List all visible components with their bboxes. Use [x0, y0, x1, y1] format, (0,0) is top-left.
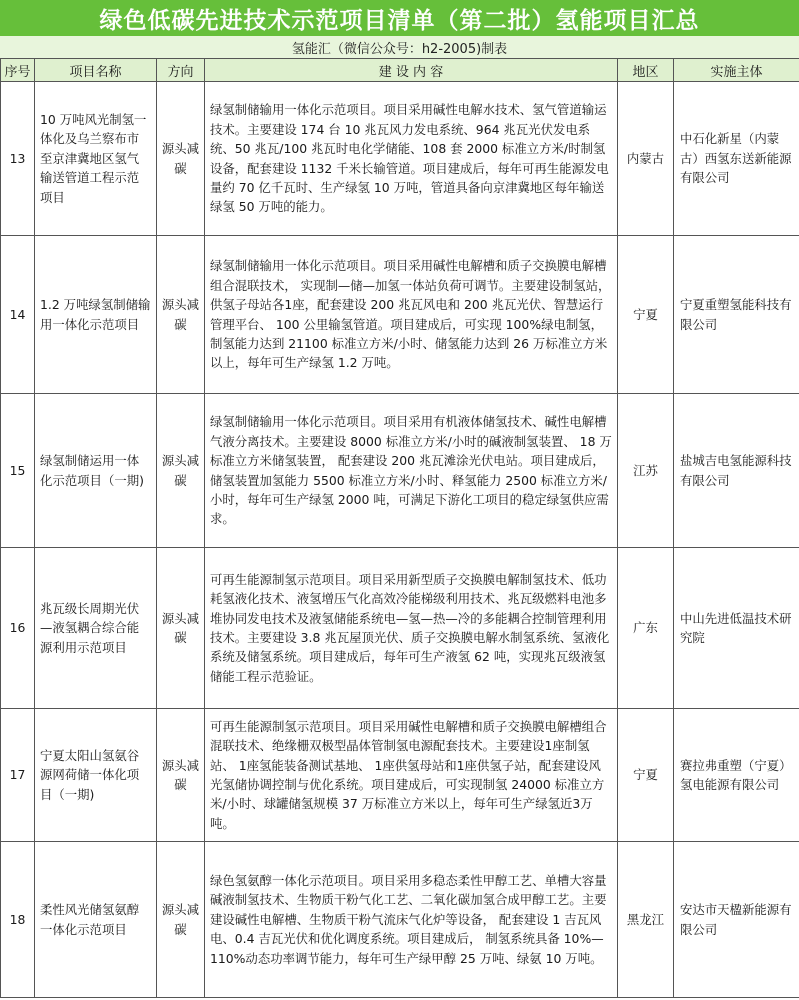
project-region: 内蒙古	[618, 82, 674, 236]
page-title: 绿色低碳先进技术示范项目清单（第二批）氢能项目汇总	[0, 0, 799, 36]
project-organization: 安达市天楹新能源有限公司	[674, 842, 799, 998]
project-region: 江苏	[618, 394, 674, 548]
project-name: 兆瓦级长周期光伏—液氢耦合综合能源利用示范项目	[35, 548, 157, 709]
project-direction: 源头减碳	[157, 236, 205, 394]
table-row	[1, 236, 799, 394]
row-index: 13	[1, 82, 35, 236]
table-row	[1, 394, 799, 548]
header-project-name: 项目名称	[35, 59, 157, 82]
project-content: 可再生能源制氢示范项目。项目采用新型质子交换膜电解制氢技术、低功耗氢液化技术、液氢增压气化高效冷能梯级利用技术、兆瓦级燃料电池多堆协同发电技术及液氢储能系统电—氢—热—冷的多能耦合控制管理利用技术。主要建设 3.8 兆瓦屋顶光伏、质子交换膜电解水制氢系统、氢液化系统及储氢系统。项目建成后，每年可生产液氢 62 吨，实现兆瓦级液氢储能工程示范验证。	[205, 548, 618, 709]
table-row	[1, 709, 799, 842]
project-direction: 源头减碳	[157, 548, 205, 709]
row-index: 15	[1, 394, 35, 548]
project-content: 绿氢制储输用一体化示范项目。项目采用碱性电解水技术、氢气管道输运技术。主要建设 174 台 10 兆瓦风力发电系统、964 兆瓦光伏发电系统、50 兆瓦/100 兆瓦时电化学储能、108 套 2000 标准立方米/时制氢设备，配套建设 1132 千米长输管道。项目建成后，每年可再生能源发电量约 70 亿千瓦时、生产绿氢 10 万吨，管道具备向京津冀地区每年输送绿氢 50 万吨的能力。	[205, 82, 618, 236]
table-row	[1, 548, 799, 709]
project-organization: 中石化新星（内蒙古）西氢东送新能源有限公司	[674, 82, 799, 236]
table-header-row	[1, 59, 799, 82]
header-content: 建 设 内 容	[205, 59, 618, 82]
project-direction: 源头减碳	[157, 842, 205, 998]
header-organization: 实施主体	[674, 59, 799, 82]
project-content: 绿氢制储输用一体化示范项目。项目采用碱性电解槽和质子交换膜电解槽组合混联技术， 实现制—储—加氢一体站负荷可调节。主要建设制氢站，供氢子母站各1座，配套建设 200 兆瓦风电和 200 兆瓦光伏、智慧运行管理平台、 100 公里输氢管道。项目建成后，可实现 100%绿电制氢，制氢能力达到 21100 标准立方米/小时、储氢能力达到 26 万标准立方米以上，每年可生产绿氢 1.2 万吨。	[205, 236, 618, 394]
project-region: 黑龙江	[618, 842, 674, 998]
project-content: 可再生能源制氢示范项目。项目采用碱性电解槽和质子交换膜电解槽组合混联技术、绝缘栅双极型晶体管制氢电源配套技术。主要建设1座制氢站、 1座氢能装备测试基地、 1座供氢母站和1座供氢子站，配套建设风光氢储协调控制与优化系统。项目建成后，可实现制氢 24000 标准立方米/小时、球罐储氢规模 37 万标准立方米以上，每年可生产绿氢近3万吨。	[205, 709, 618, 842]
project-direction: 源头减碳	[157, 82, 205, 236]
project-name: 10 万吨风光制氢一体化及乌兰察布市至京津冀地区氢气输送管道工程示范项目	[35, 82, 157, 236]
project-table	[0, 58, 799, 998]
header-region: 地区	[618, 59, 674, 82]
project-direction: 源头减碳	[157, 394, 205, 548]
project-name: 柔性风光储氢氨醇一体化示范项目	[35, 842, 157, 998]
project-direction: 源头减碳	[157, 709, 205, 842]
project-name: 宁夏太阳山氢氨谷源网荷储一体化项目（一期)	[35, 709, 157, 842]
row-index: 16	[1, 548, 35, 709]
project-organization: 中山先进低温技术研究院	[674, 548, 799, 709]
project-content: 绿氢制储输用一体化示范项目。项目采用有机液体储氢技术、碱性电解槽气液分离技术。主要建设 8000 标准立方米/小时的碱液制氢装置、 18 万标准立方米储氢装置， 配套建设 200 兆瓦滩涂光伏电站。项目建成后，储氢装置加氢能力 5500 标准立方米/小时、释氢能力 2500 标准立方米/小时，每年可生产绿氢 2000 吨，可满足下游化工项目的稳定绿氢供应需求。	[205, 394, 618, 548]
project-organization: 盐城吉电氢能源科技有限公司	[674, 394, 799, 548]
project-organization: 宁夏重塑氢能科技有限公司	[674, 236, 799, 394]
project-name: 绿氢制储运用一体化示范项目（一期)	[35, 394, 157, 548]
table-row	[1, 82, 799, 236]
project-content: 绿色氢氨醇一体化示范项目。项目采用多稳态柔性甲醇工艺、单槽大容量碱液制氢技术、生物质干粉气化工艺、二氧化碳加氢合成甲醇工艺。主要建设碱性电解槽、生物质干粉气流床气化炉等设备， 配套建设 1 吉瓦风电、0.4 吉瓦光伏和优化调度系统。项目建成后， 制氢系统具备 10%—110%动态功率调节能力，每年可生产绿甲醇 25 万吨、绿氨 10 万吨。	[205, 842, 618, 998]
table-row	[1, 842, 799, 998]
row-index: 17	[1, 709, 35, 842]
row-index: 14	[1, 236, 35, 394]
table-source-note: 氢能汇（微信公众号：h2-2005)制表	[0, 36, 799, 58]
project-organization: 赛拉弗重塑（宁夏）氢电能源有限公司	[674, 709, 799, 842]
project-name: 1.2 万吨绿氢制储输用一体化示范项目	[35, 236, 157, 394]
project-region: 宁夏	[618, 236, 674, 394]
header-index: 序号	[1, 59, 35, 82]
header-direction: 方向	[157, 59, 205, 82]
row-index: 18	[1, 842, 35, 998]
project-region: 宁夏	[618, 709, 674, 842]
project-region: 广东	[618, 548, 674, 709]
